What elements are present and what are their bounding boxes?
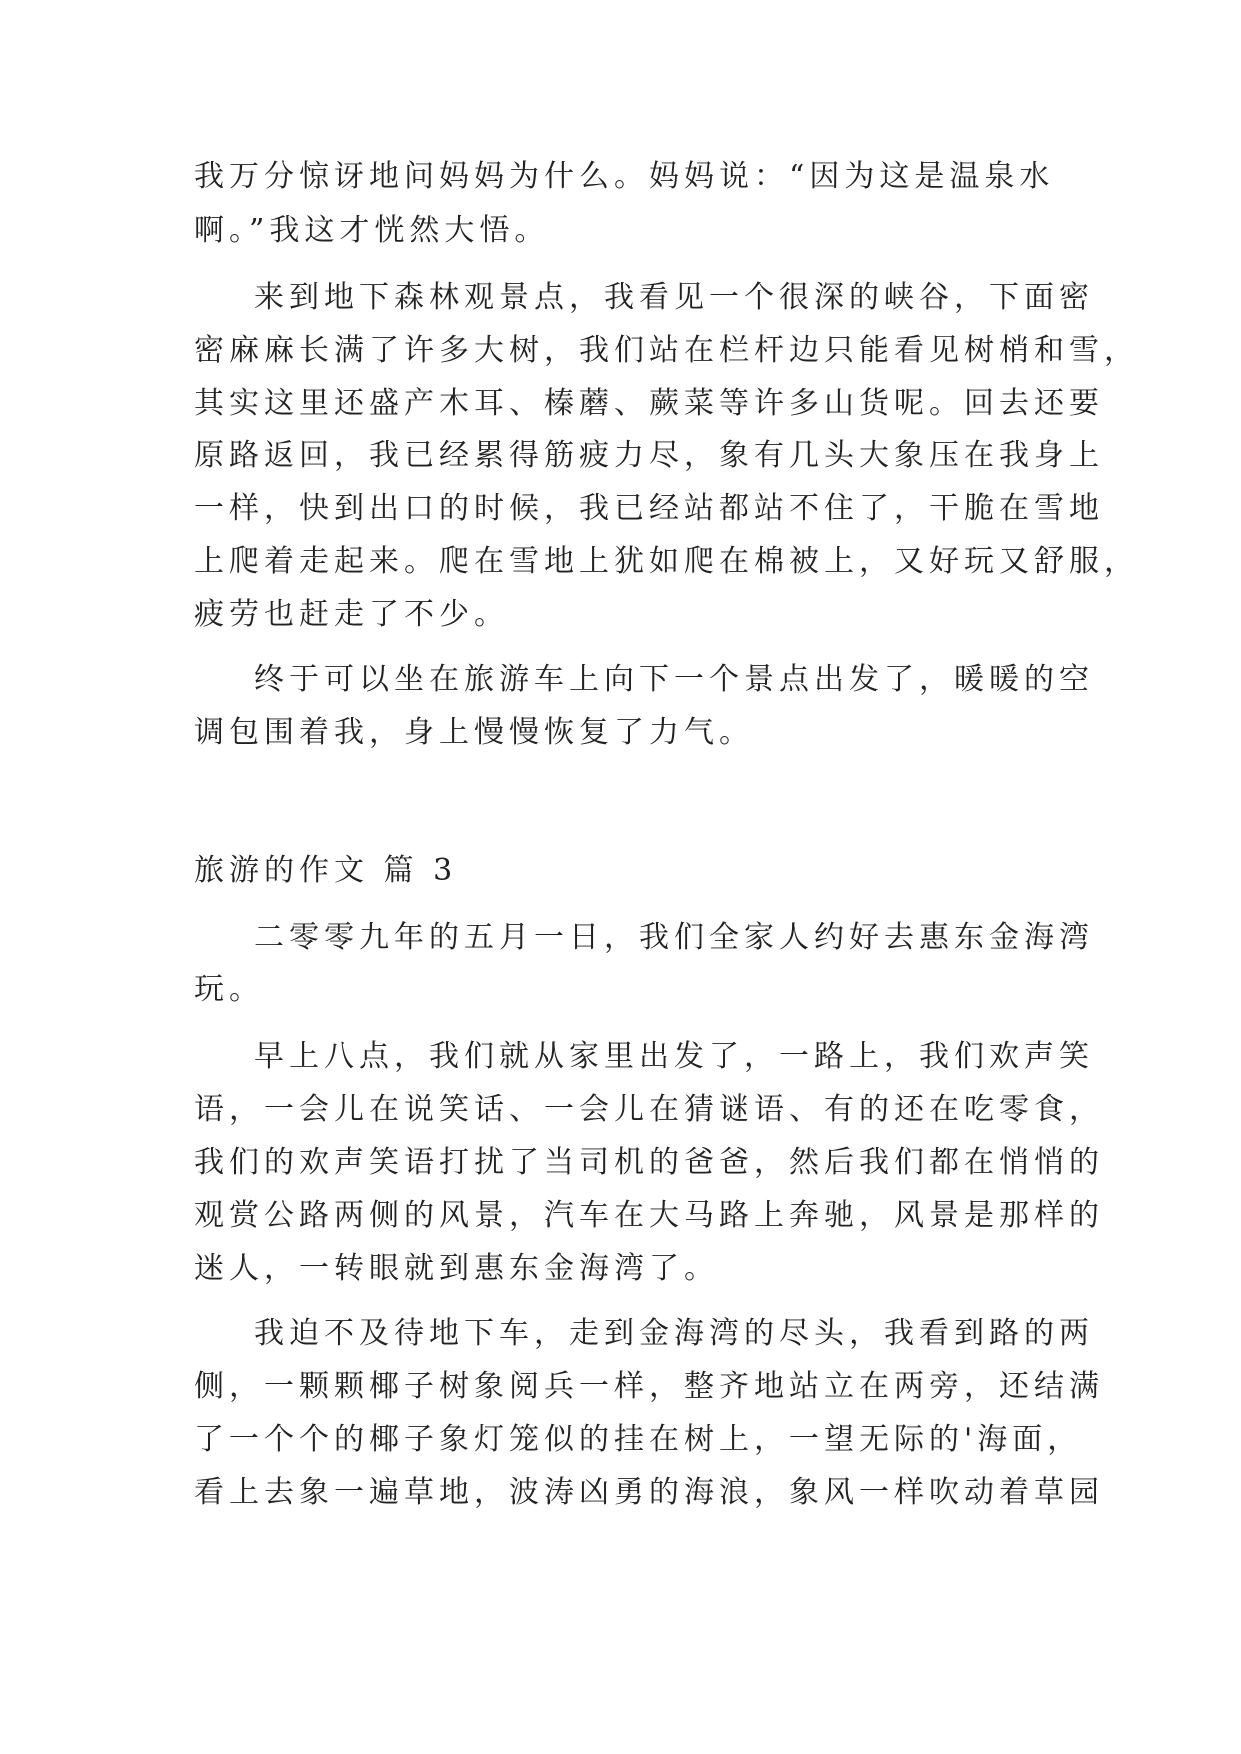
text-line: 侧，一颗颗椰子树象阅兵一样，整齐地站立在两旁，还结满	[194, 1369, 1104, 1404]
text-line: 了一个个的椰子象灯笼似的挂在树上，一望无际的'海面，	[194, 1422, 1083, 1457]
text-line: 来到地下森林观景点，我看见一个很深的峡谷，下面密	[254, 280, 1094, 315]
text-line: 终于可以坐在旅游车上向下一个景点出发了，暖暖的空	[254, 662, 1094, 697]
text-line: 调包围着我，身上慢慢恢复了力气。	[194, 715, 754, 750]
text-line: 迷人，一转眼就到惠东金海湾了。	[194, 1251, 719, 1286]
text-line: 二零零九年的五月一日，我们全家人约好去惠东金海湾	[254, 920, 1094, 955]
text-line: 早上八点，我们就从家里出发了，一路上，我们欢声笑	[254, 1039, 1094, 1074]
text-line: 上爬着走起来。爬在雪地上犹如爬在棉被上，又好玩又舒服，	[194, 544, 1139, 579]
text-line: 我万分惊讶地问妈妈为什么。妈妈说：“因为这是温泉水	[194, 159, 1055, 194]
text-line: 啊。”我这才恍然大悟。	[194, 213, 550, 248]
text-line: 看上去象一遍草地，波涛凶勇的海浪，象风一样吹动着草园	[194, 1475, 1104, 1510]
text-line: 观赏公路两侧的风景，汽车在大马路上奔驰，风景是那样的	[194, 1198, 1104, 1233]
text-line: 原路返回，我已经累得筋疲力尽，象有几头大象压在我身上	[194, 438, 1104, 473]
text-line: 语，一会儿在说笑话、一会儿在猜谜语、有的还在吃零食，	[194, 1092, 1104, 1127]
section-heading: 旅游的作文 篇 3	[194, 853, 458, 888]
text-line: 一样，快到出口的时候，我已经站都站不住了，干脆在雪地	[194, 491, 1104, 526]
text-line: 密麻麻长满了许多大树，我们站在栏杆边只能看见树梢和雪，	[194, 333, 1139, 368]
text-line: 疲劳也赶走了不少。	[194, 597, 509, 632]
text-line: 其实这里还盛产木耳、榛蘑、蕨菜等许多山货呢。回去还要	[194, 386, 1104, 421]
text-line: 玩。	[194, 972, 264, 1007]
text-line: 我们的欢声笑语打扰了当司机的爸爸，然后我们都在悄悄的	[194, 1145, 1104, 1180]
text-line: 我迫不及待地下车，走到金海湾的尽头，我看到路的两	[254, 1316, 1094, 1351]
